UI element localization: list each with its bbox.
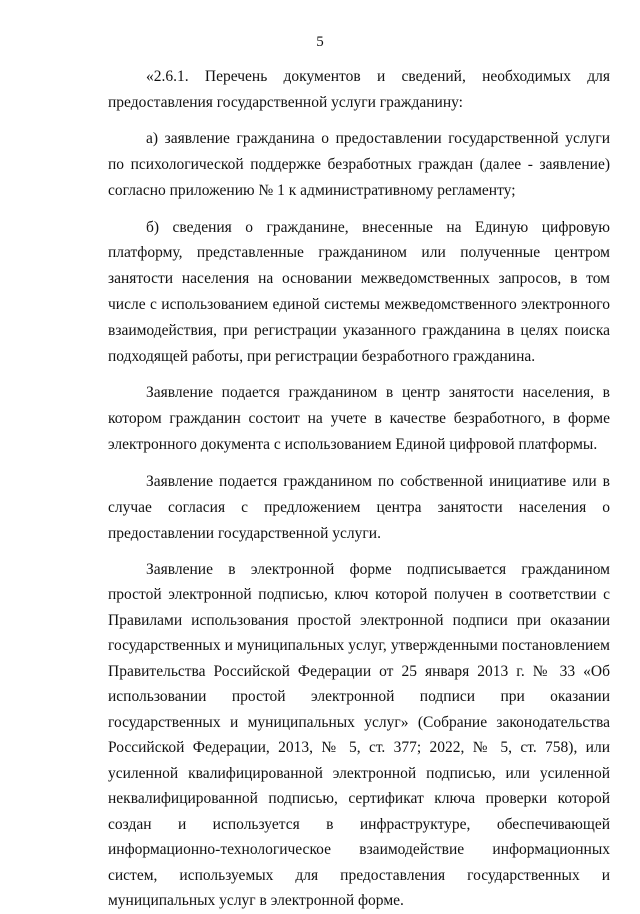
paragraph-application-initiative: Заявление подается гражданином по собственной инициативе или в случае согласия с предложением центра занятости населения о предоставлении государственной услуги. [108,472,610,542]
paragraph-application-submission: Заявление подается гражданином в центр занятости населения, в котором гражданин состоит на учете в качестве безработного, в форме электронного документа с использованием Единой цифровой платформы. [108,384,610,454]
paragraph-gap [108,204,610,215]
paragraph-2-6-1-heading: «2.6.1. Перечень документов и сведений, необходимых для предоставления государственной услуги гражданину: [108,68,610,111]
paragraph-electronic-signature: Заявление в электронной форме подписывается гражданином простой электронной подписью, ключ которой получен в соответствии с Правилами использования простой электронной подписи при оказании государственных и муниципальных услуг, утвержденными постановлением Правительства Российской Федерации от 25 января 2013 г. № 33 «Об использовании простой электронной подписи при оказании государственных и муниципальных услуг» (Собрание законодательства Российской Федерации, 2013, № 5, ст. 377; 2022, № 5, ст. 758), или усиленной квалифицированной электронной подписью, или усиленной неквалифицированной подписью, сертификат ключа проверки которой создан и используется в инфраструктуре, обеспечивающей информационно-технологическое взаимодействие информационных систем, используемых для предоставления государственных и муниципальных услуг в электронной форме. [108,560,610,910]
paragraph-gap [108,370,610,381]
paragraph-item-b: б) сведения о гражданине, внесенные на Единую цифровую платформу, представленные гражданином или полученные центром занятости населения на основании межведомственных запросов, в том числе с использованием единой системы межведомственного электронного взаимодействия, при регистрации указанного гражданина в целях поиска подходящей работы, при регистрации безработного гражданина. [108,218,610,366]
paragraph-gap [108,458,610,469]
page-number: 5 [316,34,324,50]
paragraph-item-a: а) заявление гражданина о предоставлении государственной услуги по психологической поддержке безработных граждан (далее - заявление) согласно приложению № 1 к административному регламенту; [108,130,610,200]
paragraph-gap [108,116,610,127]
document-body [108,64,610,914]
paragraph-gap [108,546,610,557]
